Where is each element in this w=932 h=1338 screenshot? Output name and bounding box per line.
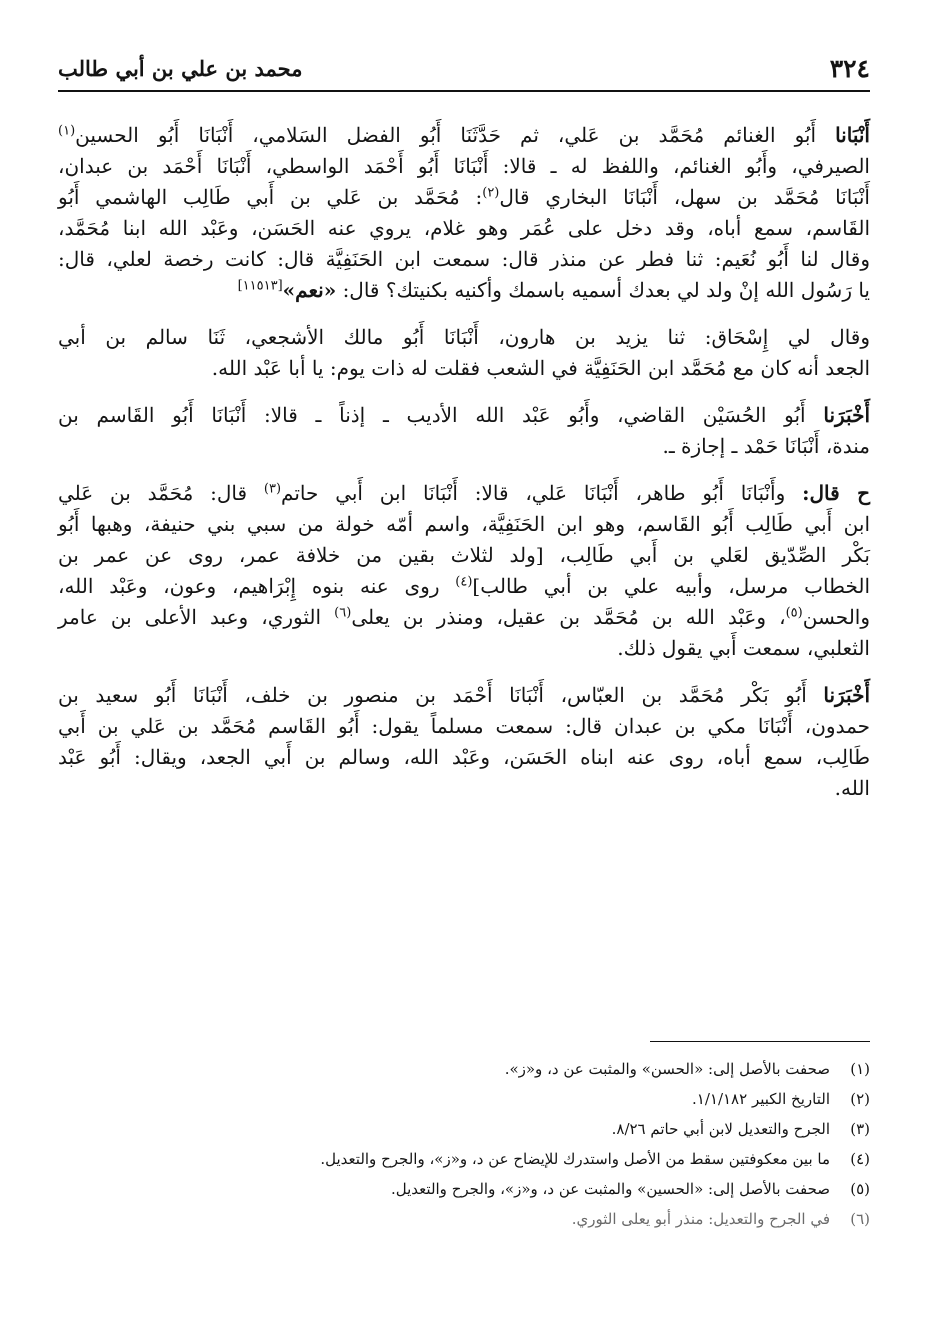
footnote-item [58, 1174, 870, 1204]
footnote-ref: (١) [58, 123, 76, 139]
text-line: أَنْبَانا أَبُو الغنائم مُحَمَّد بن عَلي، ثم حَدَّثَنَا أَبُو الفضل السَلامي، أَنْبَانَا أَبُو الحسين$^{(١)}$ [58, 123, 870, 147]
narration-lead: أَخْبَرَنا [823, 683, 870, 707]
text-line: مندة، أَنْبَانَا حَمْد ـ إجازة ـ. [662, 434, 870, 458]
main-text [58, 120, 870, 820]
footnote-item [58, 1084, 870, 1114]
text-line: الله. [834, 776, 870, 800]
footnote-text: صحفت بالأصل إلى: «الحسين» والمثبت عن د، و«ز»، والجرح والتعديل. [391, 1180, 830, 1198]
text-line: الخطاب مرسل، وأبيه علي بن أبي طالب]$^{(٤)}$ روى عنه بنوه إِبْرَاهيم، وعون، وعَبْد الله، [58, 574, 871, 598]
narration-lead: أَخْبَرَنا [823, 403, 871, 427]
narration-lead: أَنْبَانا [835, 123, 870, 147]
footnote-number: (٤) [850, 1150, 870, 1168]
text-line: الثعلبي، سمعت أَبي يقول ذلك. [617, 636, 870, 660]
text-line: حمدون، أَنْبَانَا مكي بن عبدان قال: سمعت مسلماً يقول: أَبُو القَاسم مُحَمَّد بن عَلي بن أَبي [58, 714, 870, 738]
footnote-item [58, 1114, 870, 1144]
text-line: أَخْبَرَنا أَبُو الحُسَيْن القاضي، وأَبُو عَبْد الله الأديب ـ إذناً ـ قالا: أَنْبَانَا أَبُو القَاسم بن [58, 403, 871, 427]
page-header [58, 52, 870, 92]
narration-lead: ح قال: [802, 481, 870, 505]
footnote-text: الجرح والتعديل لابن أبي حاتم ٨/٢٦. [611, 1120, 830, 1138]
footnote-text: في الجرح والتعديل: منذر أبو يعلى الثوري. [571, 1210, 830, 1228]
text-line: طَالِب، سمع أباه، روى عنه ابناه الحَسَن، وعَبْد الله، وسالم بن أَبي الجعد، ويقال: أَبُو عَبْد [58, 745, 870, 769]
footnote-number: (٣) [850, 1120, 870, 1138]
text-line: ابن أَبي طَالِب أَبُو القَاسم، وهو ابن الحَنَفِيَّة، واسم أمّه خولة من سبي بني حنيفة، وهبها أَبُو [58, 512, 870, 536]
footnote-item [58, 1204, 870, 1234]
footnote-text: التاريخ الكبير ١/١/١٨٢. [692, 1090, 830, 1108]
footnote-item [58, 1144, 870, 1174]
text-line: الصيرفي، وأَبُو الغنائم، واللفظ له ـ قالا: أَنْبَانَا أَبُو أَحْمَد الواسطي، أَنْبَانَا أَحْمَد بن عبدان، [58, 154, 870, 178]
footnote-ref: (٢) [482, 185, 500, 201]
text-line: أَنْبَانَا مُحَمَّد بن سهل، أَنْبَانَا البخاري قال$^{(٢)}$: مُحَمَّد بن عَلي بن أَبي طَالِب الهاشمي أَبُو [58, 185, 870, 209]
paragraph-5 [58, 680, 870, 804]
text-line: القَاسم، سمع أباه، وقد دخل على عُمَر وهو غلام، يروي عنه الحَسَن، وعَبْد الله ابنا مُحَمَّد، [58, 216, 870, 240]
footnote-separator [650, 1041, 870, 1042]
footnote-text: ما بين معكوفتين سقط من الأصل واستدرك للإيضاح عن د، و«ز»، والجرح والتعديل. [320, 1150, 830, 1168]
footnote-number: (٢) [850, 1090, 870, 1108]
running-title: محمد بن علي بن أبي طالب [58, 56, 303, 81]
footnote-ref: (٦) [334, 605, 352, 621]
text-line: يا رَسُول الله إنْ ولد لي بعدك أسميه باسمك وأكنيه بكنيتك؟ قال: «نعم»[١١٥١٣] [237, 278, 870, 302]
paragraph-1 [58, 120, 870, 306]
text-line: وقال لي إِسْحَاق: ثنا يزيد بن هارون، أَنْبَانَا أَبُو مالك الأشجعي، ثَنَا سالم بن أبي [58, 325, 871, 349]
footnote-item [58, 1054, 870, 1084]
text-line: وقال لنا أَبُو نُعَيم: ثنا فطر عن منذر قال: سمعت ابن الحَنَفِيَّة قال: كانت رخصة لعلي، قال: [58, 247, 870, 271]
text-line: والحسن$^{(٥)}$، وعَبْد الله بن مُحَمَّد بن عقيل، ومنذر بن يعلى$^{(٦)}$ الثوري، وعبد الأعلى بن عامر [58, 605, 871, 629]
footnote-ref: (٥) [785, 605, 803, 621]
answer-text: «نعم» [282, 278, 337, 302]
footnote-text: صحفت بالأصل إلى: «الحسن» والمثبت عن د، و«ز». [504, 1060, 830, 1078]
paragraph-4 [58, 478, 870, 664]
text-line: أَخْبَرَنا أَبُو بَكْر مُحَمَّد بن العبّاس، أَنْبَانَا أَحْمَد بن منصور بن خلف، أَنْبَانَا أَبُو سعيد بن [58, 683, 870, 707]
footnote-number: (٦) [850, 1210, 870, 1228]
footnotes [58, 1054, 870, 1234]
page-number: ٣٢٤ [829, 54, 870, 83]
footnote-ref: (٤) [455, 574, 473, 590]
footnote-number: (٥) [850, 1180, 870, 1198]
paragraph-2 [58, 322, 870, 384]
paragraph-3 [58, 400, 870, 462]
footnote-ref: (٣) [263, 481, 282, 497]
footnote-number: (١) [850, 1060, 870, 1078]
text-line: بَكْر الصِّدّيق لعَلي بن أَبي طَالِب، [ولد لثلاث بقين من خلافة عمر، روى عن عمر بن [58, 543, 870, 567]
reference-number: [١١٥١٣] [237, 278, 283, 294]
text-line: الجعد أنه كان مع مُحَمَّد ابن الحَنَفِيَّة في الشعب فقلت له ذات يوم: يا أبا عَبْد الله. [211, 356, 870, 380]
text-line: ح قال: وأَنْبَانَا أَبُو طاهر، أَنْبَانَا عَلي، قالا: أَنْبَانَا ابن أَبي حاتم$^{(٣)}$ قال: مُحَمَّد بن عَلي [58, 481, 870, 505]
